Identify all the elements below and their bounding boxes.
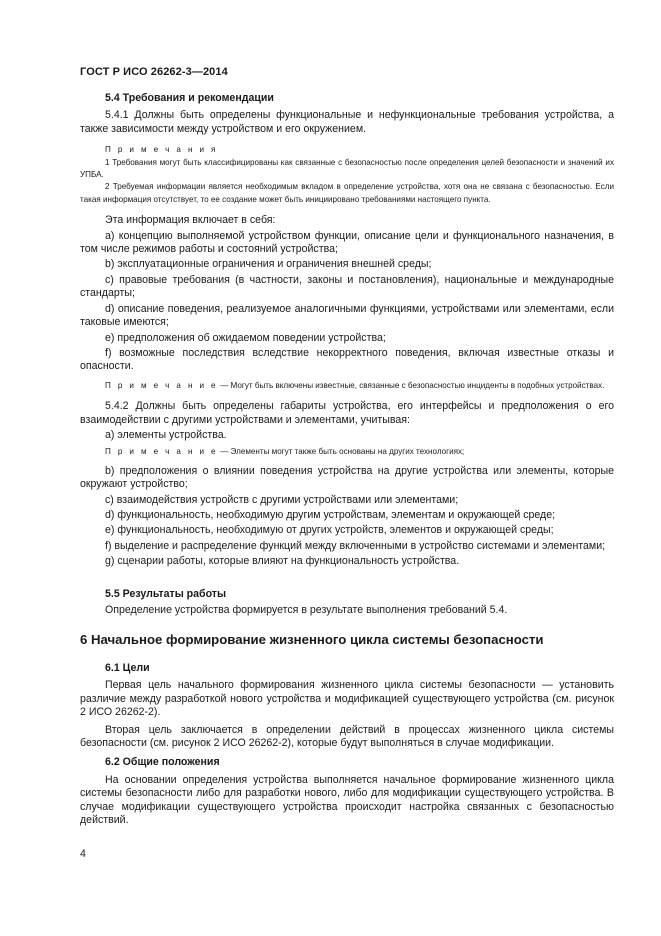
list-item-e: e) предположения об ожидаемом поведении устройства; bbox=[105, 331, 386, 344]
page-number: 4 bbox=[80, 848, 86, 860]
list2-item-d: d) функциональность, необходимую другим устройствам, элементам и окружающей среде; bbox=[105, 508, 556, 521]
section-6-2-heading: 6.2 Общие положения bbox=[105, 756, 220, 769]
document-header: ГОСТ Р ИСО 26262-3—2014 bbox=[80, 66, 228, 78]
notes-title: П р и м е ч а н и я bbox=[105, 145, 218, 155]
paragraph-6-1-first: Первая цель начального формирования жизненного цикла системы безопасности — установить различие между разработкой нового устройства и модификацией существующего устройства (см. рисунок 2 ИСО 26262-2). bbox=[80, 679, 614, 719]
list-item-f: f) возможные последствия вследствие некорректного поведения, включая известные отказы и опасности. bbox=[80, 346, 614, 373]
note-4-text: — Элементы могут также быть основаны на других технологиях; bbox=[217, 447, 465, 457]
info-intro: Эта информация включает в себя: bbox=[105, 214, 276, 227]
section-6-1-heading: 6.1 Цели bbox=[105, 662, 150, 674]
list-item-a: a) концепцию выполняемой устройством функции, описание цели и функционального назначения, в том числе режимов работы и состояний устройства; bbox=[80, 229, 614, 256]
note-3 bbox=[80, 380, 614, 392]
section-5-5 bbox=[80, 588, 614, 618]
list-item-c: c) правовые требования (в частности, законы и постановления), национальные и международные стандарты; bbox=[80, 273, 614, 300]
note-3-text: — Могут быть включены известные, связанные с безопасностью инциденты в подобных устройствах. bbox=[217, 380, 605, 390]
list2-item-a: a) элементы устройства. bbox=[105, 428, 227, 441]
note-4-label: П р и м е ч а н и е bbox=[105, 447, 218, 457]
section-6 bbox=[80, 632, 614, 827]
paragraph-5-4-2: 5.4.2 Должны быть определены габариты устройства, его интерфейсы и предположения о его взаимодействии с другими устройствами и элементами, учитывая: bbox=[80, 400, 614, 426]
paragraph-6-1-second: Вторая цель заключается в определении действий в процессах жизненного цикла системы безопасности (см. рисунок 2 ИСО 26262-2), которые будут выполняться в случае модификации. bbox=[80, 723, 614, 750]
note-3-label: П р и м е ч а н и е bbox=[105, 380, 218, 390]
list2-item-c: c) взаимодействия устройств с другими устройствами или элементами; bbox=[105, 493, 459, 506]
section-5-5-text: Определение устройства формируется в результате выполнения требований 5.4. bbox=[105, 604, 508, 617]
list-item-b: b) эксплуатационные ограничения и ограничения внешней среды; bbox=[105, 258, 432, 271]
section-5-4-heading: 5.4 Требования и рекомендации bbox=[105, 92, 274, 104]
note-1: 1 Требования могут быть классифицированы как связанные с безопасностью после определения целей безопасности и значений их УПБА. bbox=[80, 157, 614, 180]
paragraph-5-4-1: 5.4.1 Должны быть определены функциональные и нефункциональные требования устройства, а также зависимости между устройством и его окружением. bbox=[80, 109, 614, 135]
section-5-5-heading: 5.5 Результаты работы bbox=[105, 588, 227, 600]
list-item-d: d) описание поведения, реализуемое аналогичными функциями, устройствами или элементами, если таковые имеются; bbox=[80, 302, 614, 329]
section-5-4 bbox=[80, 92, 614, 569]
section-6-heading: 6 Начальное формирование жизненного цикла системы безопасности bbox=[80, 632, 544, 647]
list2-item-f: f) выделение и распределение функций между включенными в устройство системами и элементами; bbox=[105, 539, 606, 552]
note-2: 2 Требуемая информации является необходимым вкладом в определение устройства, хотя она не связана с безопасностью. Если такая информация отсутствует, то ее создание может быть инициировано требованиями настоящего пункта. bbox=[80, 182, 614, 204]
list2-item-e: e) функциональность, необходимую от других устройств, элементов и окружающей среды; bbox=[105, 524, 554, 537]
list2-item-g: g) сценарии работы, которые влияют на функциональность устройства. bbox=[105, 555, 460, 568]
note-4 bbox=[80, 446, 614, 458]
list2-item-b: b) предположения о влиянии поведения устройства на другие устройства или элементы, которые окружают устройство; bbox=[80, 464, 614, 491]
paragraph-6-2: На основании определения устройства выполняется начальное формирование жизненного цикла системы безопасности либо для разработки нового, либо для модификации существующего устройства. В случае модификации существующего устройства происходит настройка связанных с безопасностью действий. bbox=[80, 773, 614, 827]
